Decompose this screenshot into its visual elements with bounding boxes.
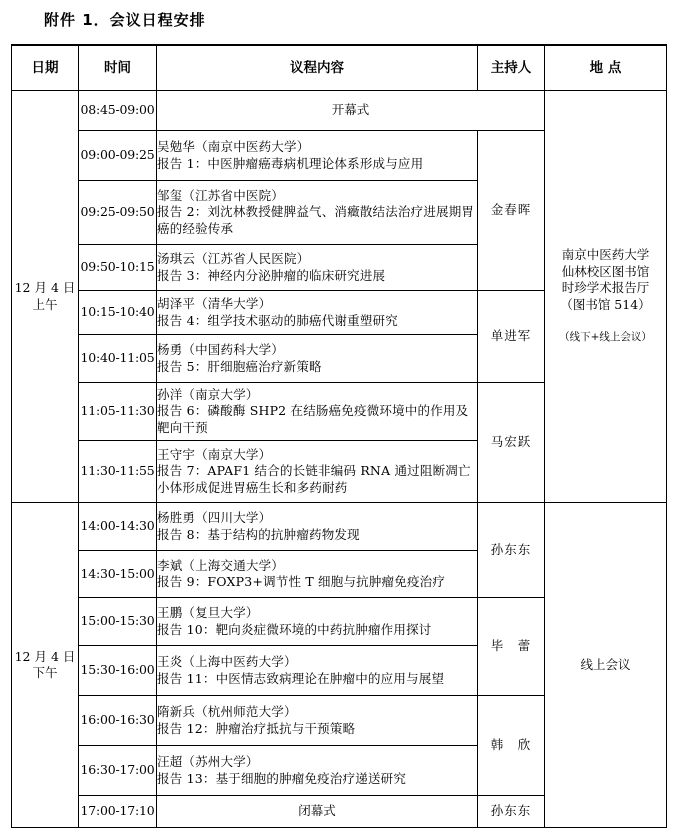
location-morning-line1: 南京中医药大学 (561, 247, 650, 263)
closing-ceremony: 闭幕式 (157, 796, 478, 828)
time-cell: 10:15-10:40 (79, 291, 157, 335)
report-title: 报告 2：刘沈林教授健脾益气、消癥散结法治疗进展期胃癌的经验传承 (157, 204, 475, 236)
speaker-name: 杨胜勇（四川大学） (157, 510, 272, 525)
host-cell: 孙东东 (478, 796, 545, 828)
report-title: 报告 12：肿瘤治疗抵抗与干预策略 (157, 720, 356, 736)
time-cell: 09:25-09:50 (79, 181, 157, 245)
report-title: 报告 1：中医肿瘤癌毒病机理论体系形成与应用 (157, 155, 424, 171)
speaker-name: 孙洋（南京大学） (157, 386, 259, 402)
date-cell-afternoon (12, 503, 79, 828)
location-morning-line3: 时珍学术报告厅 (561, 280, 650, 296)
speaker-name: 王炎（上海中医药大学） (157, 654, 297, 669)
host-cell: 金春晖 (478, 131, 545, 291)
report-title: 报告 8：基于结构的抗肿瘤药物发现 (157, 526, 360, 542)
location-morning-line4: （图书馆 514） (560, 296, 651, 312)
location-cell-morning (545, 91, 667, 503)
time-cell: 09:50-10:15 (79, 245, 157, 291)
time-cell: 15:00-15:30 (79, 598, 157, 646)
time-cell: 11:05-11:30 (79, 383, 157, 441)
speaker-name: 汪超（苏州大学） (157, 754, 259, 769)
agenda-cell (157, 441, 478, 503)
agenda-cell (157, 598, 478, 646)
agenda-cell (157, 646, 478, 696)
agenda-cell (157, 131, 478, 181)
location-morning-note: （线下+线上会议） (559, 331, 652, 344)
time-cell: 09:00-09:25 (79, 131, 157, 181)
opening-ceremony: 开幕式 (157, 91, 545, 131)
date-afternoon-line1: 12 月 4 日 (14, 648, 76, 664)
time-cell: 11:30-11:55 (79, 441, 157, 503)
host-cell: 韩 欣 (478, 696, 545, 796)
host-cell: 单进军 (478, 291, 545, 383)
report-title: 报告 3：神经内分泌肿瘤的临床研究进展 (157, 267, 386, 283)
time-cell: 14:30-15:00 (79, 551, 157, 598)
speaker-name: 邹玺（江苏省中医院） (157, 187, 285, 203)
agenda-cell (157, 335, 478, 383)
speaker-name: 隋新兵（杭州师范大学） (157, 704, 297, 719)
report-title: 报告 7：APAF1 结合的长链非编码 RNA 通过阻断凋亡小体形成促进胃癌生长和多药耐药 (157, 463, 471, 495)
agenda-cell (157, 245, 478, 291)
agenda-cell (157, 551, 478, 598)
location-cell-afternoon: 线上会议 (545, 503, 667, 828)
speaker-name: 王守宇（南京大学） (157, 446, 272, 462)
agenda-cell (157, 291, 478, 335)
agenda-cell (157, 383, 478, 441)
report-title: 报告 11：中医情志致病理论在肿瘤中的应用与展望 (157, 670, 445, 686)
report-title: 报告 5：肝细胞癌治疗新策略 (157, 358, 322, 374)
host-cell: 毕 蕾 (478, 598, 545, 696)
header-time: 时间 (79, 45, 157, 91)
header-date: 日期 (12, 45, 79, 91)
time-cell: 08:45-09:00 (79, 91, 157, 131)
table-row (12, 503, 667, 551)
agenda-cell (157, 696, 478, 746)
date-afternoon-line2: 下午 (32, 665, 58, 680)
speaker-name: 杨勇（中国药科大学） (157, 342, 285, 357)
date-morning-line2: 上午 (32, 296, 58, 312)
agenda-cell (157, 181, 478, 245)
time-cell: 14:00-14:30 (79, 503, 157, 551)
report-title: 报告 10：靶向炎症微环境的中药抗肿瘤作用探讨 (157, 621, 432, 637)
header-location: 地 点 (545, 45, 667, 91)
table-row (12, 91, 667, 131)
report-title: 报告 4：组学技术驱动的肺癌代谢重塑研究 (157, 312, 398, 328)
agenda-cell (157, 746, 478, 796)
schedule-table (11, 44, 667, 828)
host-cell: 孙东东 (478, 503, 545, 598)
header-host: 主持人 (478, 45, 545, 91)
speaker-name: 汤琪云（江苏省人民医院） (157, 251, 310, 266)
header-content: 议程内容 (157, 45, 478, 91)
agenda-cell (157, 503, 478, 551)
header-row (12, 45, 667, 91)
time-cell: 17:00-17:10 (79, 796, 157, 828)
speaker-name: 胡泽平（清华大学） (157, 296, 272, 311)
time-cell: 16:30-17:00 (79, 746, 157, 796)
report-title: 报告 6：磷酸酶 SHP2 在结肠癌免疫微环境中的作用及靶向干预 (157, 403, 469, 435)
time-cell: 15:30-16:00 (79, 646, 157, 696)
speaker-name: 王鹏（复旦大学） (157, 605, 259, 620)
host-cell: 马宏跃 (478, 383, 545, 503)
date-morning-line1: 12 月 4 日 (14, 280, 76, 295)
time-cell: 10:40-11:05 (79, 335, 157, 383)
report-title: 报告 13：基于细胞的肿瘤免疫治疗递送研究 (157, 770, 407, 786)
speaker-name: 李斌（上海交通大学） (157, 557, 285, 573)
report-title: 报告 9：FOXP3+调节性 T 细胞与抗肿瘤免疫治疗 (157, 574, 446, 589)
speaker-name: 吴勉华（南京中医药大学） (157, 139, 310, 154)
location-morning-line2: 仙林校区图书馆 (561, 263, 650, 279)
date-cell-morning (12, 91, 79, 503)
document-title: 附件 1．会议日程安排 (44, 11, 206, 29)
time-cell: 16:00-16:30 (79, 696, 157, 746)
